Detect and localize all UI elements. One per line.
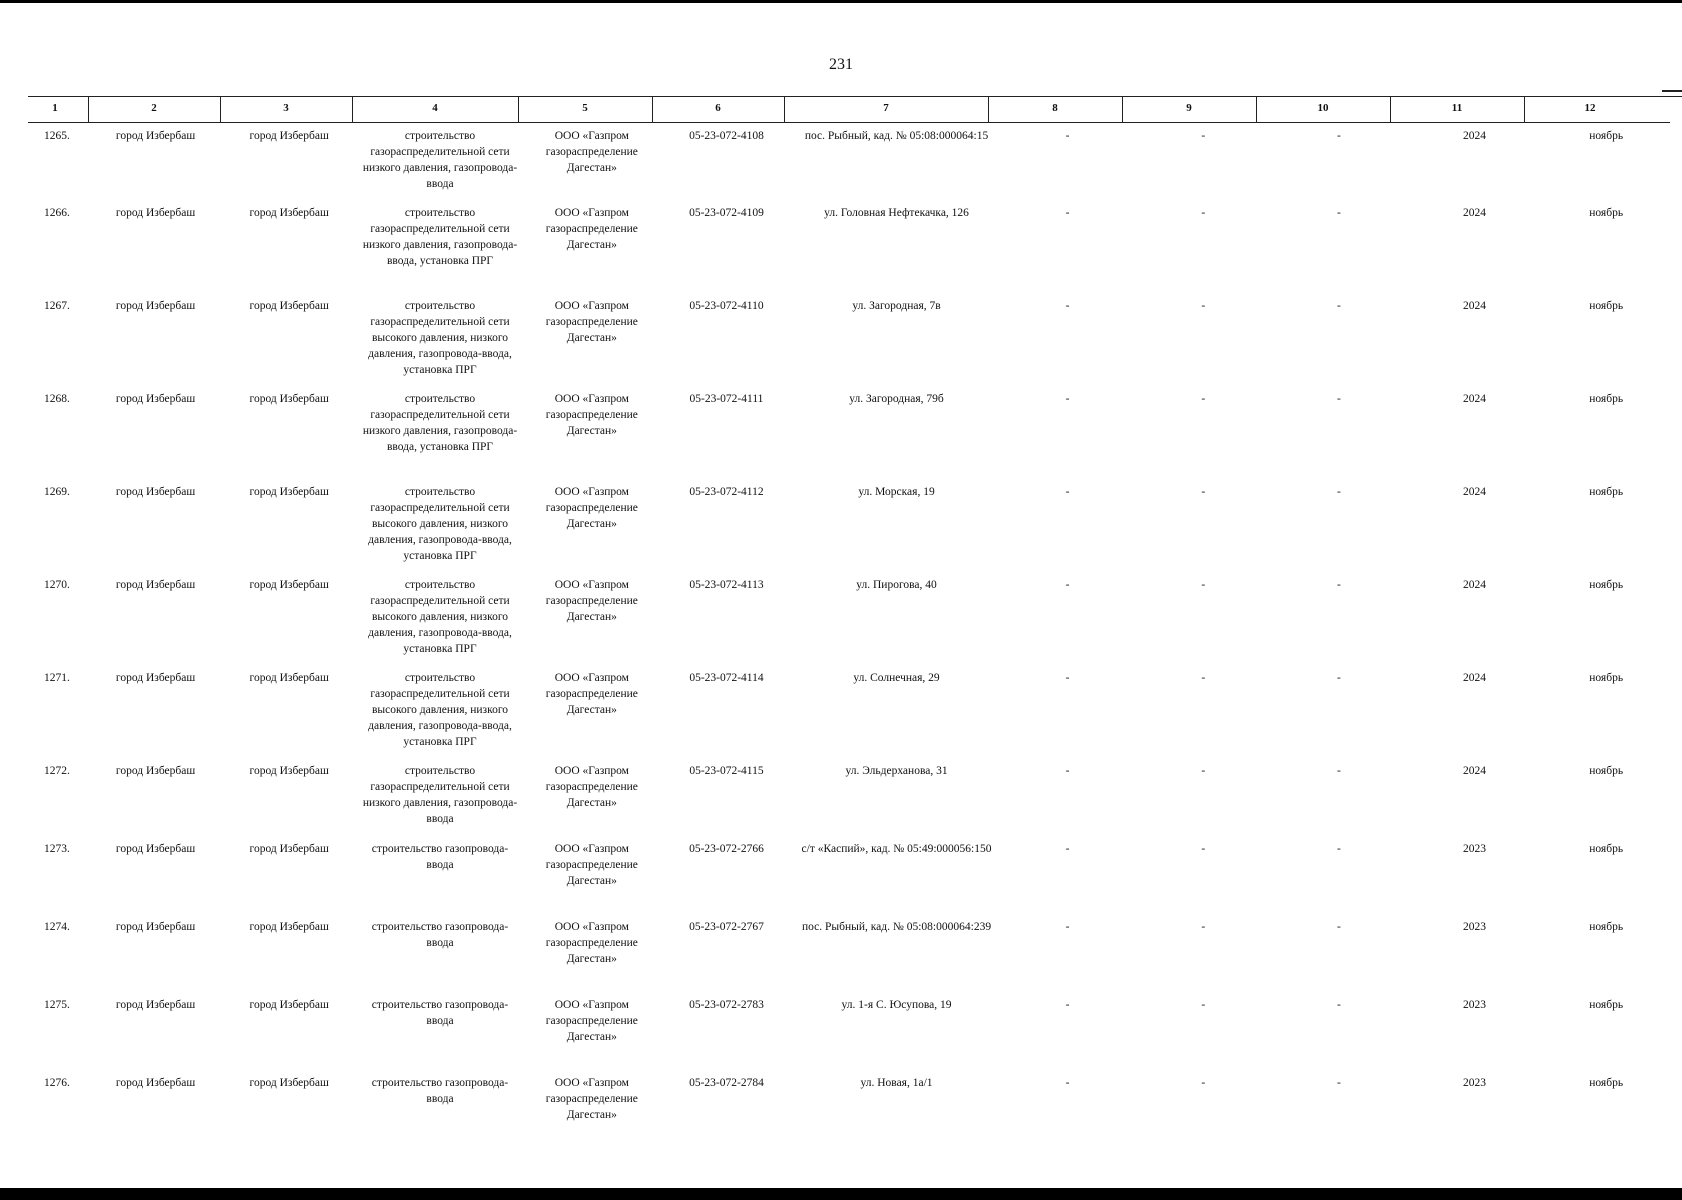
organization-cell: ООО «Газпром газораспределение Дагестан» [545, 486, 638, 530]
column-8-cell: - [1065, 207, 1070, 219]
year-cell: 2024 [1463, 130, 1487, 142]
column-10-cell: - [1336, 579, 1341, 591]
table-row [28, 296, 1670, 389]
table-row [28, 995, 1670, 1073]
column-header-11: 11 [1451, 102, 1463, 114]
column-8-cell: - [1065, 579, 1070, 591]
year-cell: 2024 [1463, 207, 1487, 219]
header-separator [1390, 97, 1391, 122]
work-description-cell: строительство газопровода-ввода [371, 843, 509, 871]
row-number: 1269. [44, 486, 70, 498]
registry-code-cell: 05-23-072-2784 [689, 1077, 764, 1089]
column-8-cell: - [1065, 765, 1070, 777]
municipality-cell: город Избербаш [115, 999, 196, 1011]
work-description-cell: строительство газораспределительной сети низкого давления, газопровода-ввода, установка ПРГ [362, 207, 518, 267]
address-cell: ул. Загородная, 79б [849, 393, 944, 405]
column-10-cell: - [1336, 672, 1341, 684]
month-cell: ноябрь [1589, 921, 1624, 933]
column-header-12: 12 [1584, 102, 1596, 114]
settlement-cell: город Избербаш [249, 130, 329, 142]
municipality-cell: город Избербаш [115, 579, 196, 591]
settlement-cell: город Избербаш [249, 843, 329, 855]
column-10-cell: - [1336, 393, 1341, 405]
table-row [28, 839, 1670, 917]
registry-code-cell: 05-23-072-2767 [689, 921, 764, 933]
organization-cell: ООО «Газпром газораспределение Дагестан» [545, 579, 638, 623]
year-cell: 2024 [1463, 393, 1487, 405]
header-separator [652, 97, 653, 122]
month-cell: ноябрь [1589, 1077, 1624, 1089]
address-cell: с/т «Каспий», кад. № 05:49:000056:150 [801, 843, 992, 855]
month-cell: ноябрь [1589, 486, 1624, 498]
data-table [28, 126, 1670, 1163]
organization-cell: ООО «Газпром газораспределение Дагестан» [545, 1077, 638, 1121]
month-cell: ноябрь [1589, 579, 1624, 591]
header-separator [1256, 97, 1257, 122]
work-description-cell: строительство газораспределительной сети высокого давления, низкого давления, газопровода-ввода, установка ПРГ [368, 672, 512, 748]
column-9-cell: - [1201, 393, 1206, 405]
municipality-cell: город Избербаш [115, 486, 196, 498]
settlement-cell: город Избербаш [249, 921, 329, 933]
row-number: 1276. [44, 1077, 70, 1089]
row-number: 1266. [44, 207, 70, 219]
work-description-cell: строительство газораспределительной сети высокого давления, низкого давления, газопровода-ввода, установка ПРГ [368, 486, 512, 562]
settlement-cell: город Избербаш [249, 393, 329, 405]
column-8-cell: - [1065, 130, 1070, 142]
registry-code-cell: 05-23-072-4109 [689, 207, 764, 219]
month-cell: ноябрь [1589, 999, 1624, 1011]
table-row [28, 668, 1670, 761]
header-separator [352, 97, 353, 122]
month-cell: ноябрь [1589, 765, 1624, 777]
registry-code-cell: 05-23-072-4110 [689, 300, 764, 312]
year-cell: 2024 [1463, 579, 1487, 591]
column-9-cell: - [1201, 921, 1206, 933]
municipality-cell: город Избербаш [115, 843, 196, 855]
header-separator [988, 97, 989, 122]
column-8-cell: - [1065, 843, 1070, 855]
settlement-cell: город Избербаш [249, 207, 329, 219]
organization-cell: ООО «Газпром газораспределение Дагестан» [545, 300, 638, 344]
column-9-cell: - [1201, 579, 1206, 591]
settlement-cell: город Избербаш [249, 579, 329, 591]
column-9-cell: - [1201, 207, 1206, 219]
year-cell: 2024 [1463, 486, 1487, 498]
column-8-cell: - [1065, 486, 1070, 498]
column-10-cell: - [1336, 765, 1341, 777]
address-cell: ул. 1-я С. Юсупова, 19 [841, 999, 952, 1011]
municipality-cell: город Избербаш [115, 672, 196, 684]
month-cell: ноябрь [1589, 843, 1624, 855]
year-cell: 2023 [1463, 921, 1487, 933]
column-9-cell: - [1201, 672, 1206, 684]
table-row [28, 917, 1670, 995]
registry-code-cell: 05-23-072-4115 [689, 765, 764, 777]
registry-code-cell: 05-23-072-2766 [689, 843, 764, 855]
column-9-cell: - [1201, 843, 1206, 855]
column-8-cell: - [1065, 1077, 1070, 1089]
settlement-cell: город Избербаш [249, 672, 329, 684]
header-separator [1524, 97, 1525, 122]
page-number: 231 [829, 56, 853, 73]
address-cell: ул. Солнечная, 29 [853, 672, 940, 684]
column-9-cell: - [1201, 486, 1206, 498]
table-row [28, 126, 1670, 203]
scan-top-edge [0, 0, 1682, 3]
work-description-cell: строительство газораспределительной сети высокого давления, низкого давления, газопровода-ввода, установка ПРГ [368, 300, 512, 376]
address-cell: ул. Эльдерханова, 31 [845, 765, 948, 777]
municipality-cell: город Избербаш [115, 921, 196, 933]
work-description-cell: строительство газопровода-ввода [371, 999, 509, 1027]
row-number: 1265. [44, 130, 70, 142]
column-8-cell: - [1065, 921, 1070, 933]
table-row [28, 575, 1670, 668]
year-cell: 2023 [1463, 843, 1487, 855]
column-10-cell: - [1336, 1077, 1341, 1089]
row-number: 1274. [44, 921, 70, 933]
work-description-cell: строительство газораспределительной сети низкого давления, газопровода-ввода [362, 765, 518, 825]
row-number: 1275. [44, 999, 70, 1011]
column-10-cell: - [1336, 921, 1341, 933]
column-header-3: 3 [283, 102, 289, 114]
column-10-cell: - [1336, 130, 1341, 142]
registry-code-cell: 05-23-072-4111 [689, 393, 764, 405]
month-cell: ноябрь [1589, 207, 1624, 219]
header-separator [1122, 97, 1123, 122]
row-number: 1270. [44, 579, 70, 591]
column-9-cell: - [1201, 300, 1206, 312]
column-10-cell: - [1336, 843, 1341, 855]
address-cell: ул. Морская, 19 [858, 486, 935, 498]
address-cell: ул. Пирогова, 40 [856, 579, 937, 591]
column-8-cell: - [1065, 300, 1070, 312]
organization-cell: ООО «Газпром газораспределение Дагестан» [545, 207, 638, 251]
municipality-cell: город Избербаш [115, 393, 196, 405]
column-8-cell: - [1065, 672, 1070, 684]
header-top-rule [28, 96, 1682, 97]
header-separator [518, 97, 519, 122]
column-9-cell: - [1201, 765, 1206, 777]
column-9-cell: - [1201, 1077, 1206, 1089]
column-10-cell: - [1336, 486, 1341, 498]
municipality-cell: город Избербаш [115, 1077, 196, 1089]
address-cell: пос. Рыбный, кад. № 05:08:000064:15 [804, 130, 989, 142]
organization-cell: ООО «Газпром газораспределение Дагестан» [545, 130, 638, 174]
column-header-4: 4 [432, 102, 438, 114]
month-cell: ноябрь [1589, 393, 1624, 405]
row-number: 1271. [44, 672, 70, 684]
scan-bottom-edge [0, 1188, 1682, 1200]
table-body [28, 126, 1670, 1163]
month-cell: ноябрь [1589, 130, 1624, 142]
column-header-5: 5 [582, 102, 588, 114]
year-cell: 2024 [1463, 672, 1487, 684]
work-description-cell: строительство газопровода-ввода [371, 1077, 509, 1105]
address-cell: ул. Загородная, 7в [852, 300, 941, 312]
row-number: 1273. [44, 843, 70, 855]
address-cell: ул. Головная Нефтекачка, 126 [824, 207, 969, 219]
table-row [28, 482, 1670, 575]
column-8-cell: - [1065, 393, 1070, 405]
year-cell: 2023 [1463, 999, 1487, 1011]
organization-cell: ООО «Газпром газораспределение Дагестан» [545, 765, 638, 809]
address-cell: ул. Новая, 1а/1 [860, 1077, 933, 1089]
column-10-cell: - [1336, 999, 1341, 1011]
month-cell: ноябрь [1589, 672, 1624, 684]
organization-cell: ООО «Газпром газораспределение Дагестан» [545, 393, 638, 437]
column-10-cell: - [1336, 207, 1341, 219]
column-header-8: 8 [1052, 102, 1058, 114]
year-cell: 2023 [1463, 1077, 1487, 1089]
work-description-cell: строительство газопровода-ввода [371, 921, 509, 949]
column-9-cell: - [1201, 999, 1206, 1011]
column-header-1: 1 [52, 102, 58, 114]
row-number: 1272. [44, 765, 70, 777]
municipality-cell: город Избербаш [115, 765, 196, 777]
table-row [28, 203, 1670, 296]
column-header-6: 6 [715, 102, 721, 114]
municipality-cell: город Избербаш [115, 207, 196, 219]
year-cell: 2024 [1463, 300, 1487, 312]
column-8-cell: - [1065, 999, 1070, 1011]
work-description-cell: строительство газораспределительной сети высокого давления, низкого давления, газопровода-ввода, установка ПРГ [368, 579, 512, 655]
settlement-cell: город Избербаш [249, 300, 329, 312]
settlement-cell: город Избербаш [249, 765, 329, 777]
column-header-2: 2 [151, 102, 157, 114]
address-cell: пос. Рыбный, кад. № 05:08:000064:239 [801, 921, 992, 933]
row-number: 1268. [44, 393, 70, 405]
table-row [28, 389, 1670, 482]
registry-code-cell: 05-23-072-4114 [689, 672, 764, 684]
header-bottom-rule [28, 122, 1670, 123]
year-cell: 2024 [1463, 765, 1487, 777]
column-10-cell: - [1336, 300, 1341, 312]
settlement-cell: город Избербаш [249, 999, 329, 1011]
header-separator [88, 97, 89, 122]
municipality-cell: город Избербаш [115, 300, 196, 312]
organization-cell: ООО «Газпром газораспределение Дагестан» [545, 921, 638, 965]
table-row [28, 1073, 1670, 1163]
work-description-cell: строительство газораспределительной сети низкого давления, газопровода-ввода, установка ПРГ [362, 393, 518, 453]
header-separator [220, 97, 221, 122]
organization-cell: ООО «Газпром газораспределение Дагестан» [545, 999, 638, 1043]
header-separator [784, 97, 785, 122]
header-rule-tick [1662, 90, 1682, 92]
settlement-cell: город Избербаш [249, 1077, 329, 1089]
month-cell: ноябрь [1589, 300, 1624, 312]
row-number: 1267. [44, 300, 70, 312]
settlement-cell: город Избербаш [249, 486, 329, 498]
municipality-cell: город Избербаш [115, 130, 196, 142]
work-description-cell: строительство газораспределительной сети низкого давления, газопровода-ввода [362, 130, 518, 190]
organization-cell: ООО «Газпром газораспределение Дагестан» [545, 672, 638, 716]
registry-code-cell: 05-23-072-4113 [689, 579, 764, 591]
registry-code-cell: 05-23-072-4112 [689, 486, 764, 498]
registry-code-cell: 05-23-072-2783 [689, 999, 764, 1011]
table-row [28, 761, 1670, 839]
registry-code-cell: 05-23-072-4108 [689, 130, 764, 142]
column-header-9: 9 [1186, 102, 1192, 114]
column-header-7: 7 [883, 102, 889, 114]
column-header-10: 10 [1317, 102, 1329, 114]
organization-cell: ООО «Газпром газораспределение Дагестан» [545, 843, 638, 887]
column-9-cell: - [1201, 130, 1206, 142]
